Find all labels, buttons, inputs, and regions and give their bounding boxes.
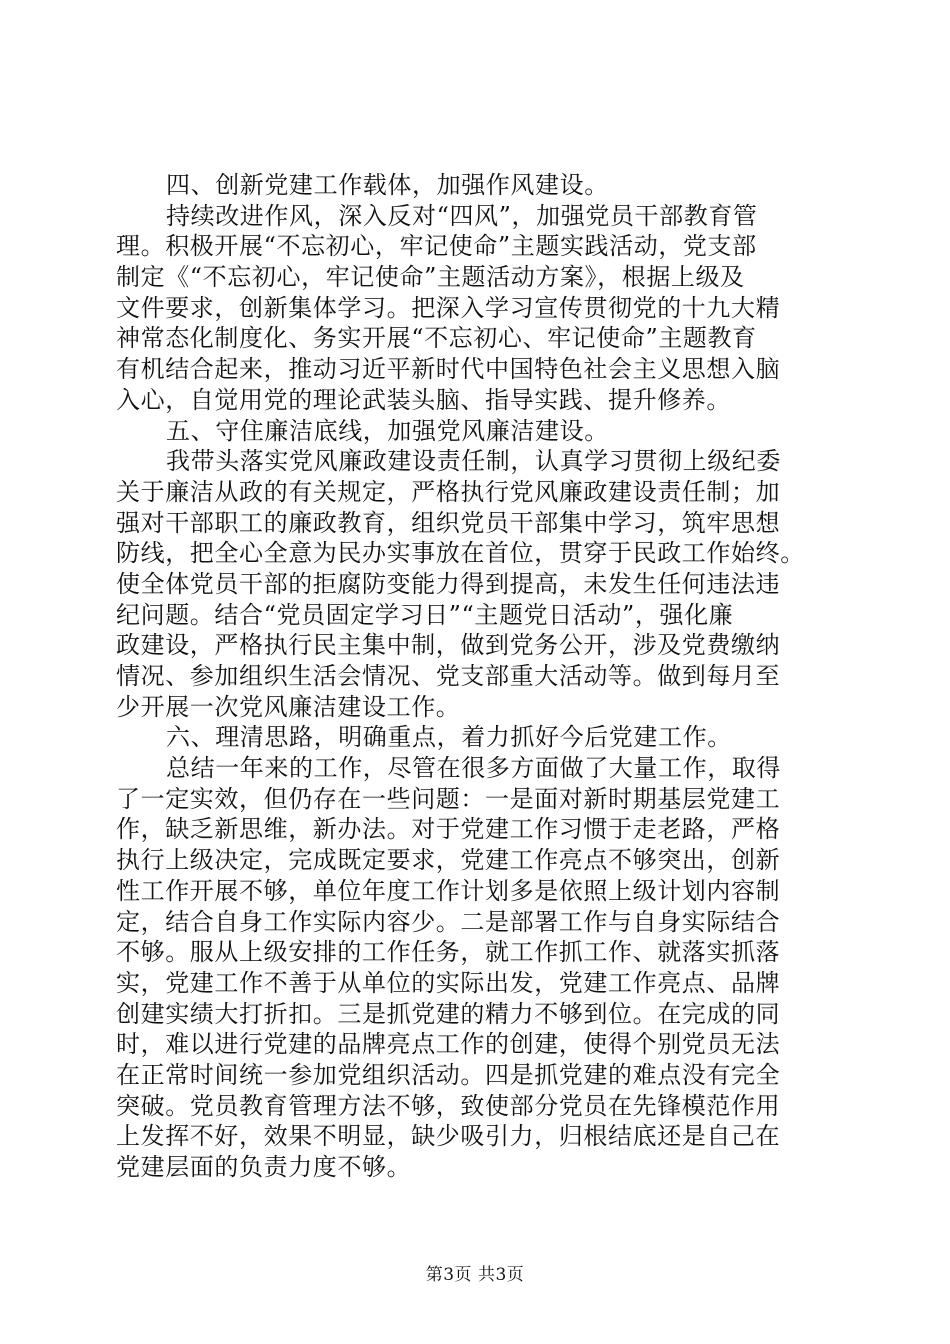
- text-line: 少开展一次党风廉洁建设工作。: [116, 692, 461, 721]
- text-line: 入心，自觉用党的理论武装头脑、指导实践、提升修养。: [116, 385, 731, 414]
- text-line: 性工作开展不够，单位年度工作计划多是依照上级计划内容制: [116, 876, 781, 905]
- paragraph-first-line: 总结一年来的工作，尽管在很多方面做了大量工作，取得: [166, 754, 781, 783]
- text-line: 情况、参加组织生活会情况、党支部重大活动等。做到每月至: [116, 662, 781, 690]
- paragraph-first-line: 五、守住廉洁底线，加强党风廉洁建设。: [166, 416, 609, 445]
- text-line: 神常态化制度化、务实开展“不忘初心、牢记使命”主题教育: [116, 324, 757, 353]
- text-line: 强对干部职工的廉政教育，组织党员干部集中学习，筑牢思想: [116, 508, 781, 537]
- text-line: 定，结合自身工作实际内容少。二是部署工作与自身实际结合: [116, 907, 781, 936]
- text-line: 使全体党员干部的拒腐防变能力得到提高，未发生任何违法违: [116, 569, 781, 598]
- paragraph-first-line: 我带头落实党风廉政建设责任制，认真学习贯彻上级纪委: [166, 447, 781, 476]
- text-line: 党建层面的负责力度不够。: [116, 1153, 412, 1181]
- text-line: 创建实绩大打折扣。三是抓党建的精力不够到位。在完成的同: [116, 999, 781, 1028]
- text-line: 了一定实效，但仍存在一些问题：一是面对新时期基层党建工: [116, 784, 781, 813]
- text-line: 文件要求，创新集体学习。把深入学习宣传贯彻党的十九大精: [116, 293, 781, 322]
- text-line: 实，党建工作不善于从单位的实际出发，党建工作亮点、品牌: [116, 968, 781, 997]
- text-line: 执行上级决定，完成既定要求，党建工作亮点不够突出，创新: [116, 846, 781, 875]
- text-line: 时，难以进行党建的品牌亮点工作的创建，使得个别党员无法: [116, 1030, 781, 1059]
- page-footer: 第3页 共3页: [425, 1265, 525, 1285]
- text-line: 不够。服从上级安排的工作任务，就工作抓工作、就落实抓落: [116, 938, 781, 967]
- text-line: 突破。党员教育管理方法不够，致使部分党员在先锋模范作用: [116, 1091, 781, 1120]
- text-line: 关于廉洁从政的有关规定，严格执行党风廉政建设责任制；加: [116, 477, 781, 506]
- text-line: 理。积极开展“不忘初心，牢记使命”主题实践活动，党支部: [116, 232, 757, 261]
- paragraph-first-line: 持续改进作风，深入反对“四风”，加强党员干部教育管: [166, 201, 758, 230]
- text-line: 上发挥不好，效果不明显，缺少吸引力，归根结底还是自己在: [116, 1122, 781, 1151]
- document-body: [116, 170, 836, 1183]
- text-line: 纪问题。结合“党员固定学习日”“主题党日活动”，强化廉: [116, 600, 734, 629]
- text-line: 制定《“不忘初心，牢记使命”主题活动方案》，根据上级及: [116, 263, 745, 292]
- text-line: 政建设，严格执行民主集中制，做到党务公开，涉及党费缴纳: [116, 631, 781, 660]
- text-line: 在正常时间统一参加党组织活动。四是抓党建的难点没有完全: [116, 1060, 781, 1089]
- text-line: 有机结合起来，推动习近平新时代中国特色社会主义思想入脑: [116, 355, 781, 384]
- paragraph-first-line: 六、理清思路，明确重点，着力抓好今后党建工作。: [166, 723, 732, 752]
- text-line: 作，缺乏新思维，新办法。对于党建工作习惯于走老路，严格: [116, 815, 781, 844]
- paragraph-first-line: 四、创新党建工作载体，加强作风建设。: [166, 171, 609, 199]
- text-line: 防线，把全心全意为民办实事放在首位，贯穿于民政工作始终。: [116, 539, 805, 568]
